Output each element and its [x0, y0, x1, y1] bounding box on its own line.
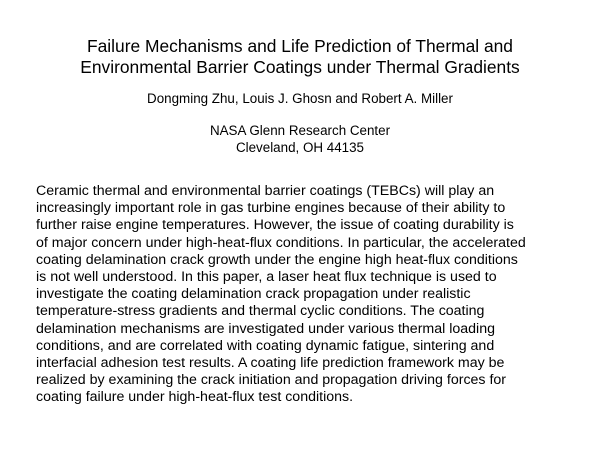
abstract-line: interfacial adhesion test results. A coating life prediction framework may be — [36, 355, 505, 372]
affiliation-address: Cleveland, OH 44135 — [235, 140, 365, 155]
title-line: Environmental Barrier Coatings under Thermal Gradients — [80, 57, 520, 77]
abstract-line: is not well understood. In this paper, a laser heat flux technique is used to — [36, 269, 497, 286]
abstract-line: Ceramic thermal and environmental barrier coatings (TEBCs) will play an — [36, 183, 495, 199]
title-line: Failure Mechanisms and Life Prediction of Thermal and — [87, 36, 513, 56]
abstract-line: of major concern under high-heat-flux conditions. In particular, the accelerated — [36, 234, 526, 251]
abstract-line: further raise engine temperatures. However, the issue of coating durability is — [36, 217, 514, 234]
abstract-line: realized by examining the crack initiation and propagation driving forces for — [36, 372, 507, 389]
abstract-paragraph — [36, 183, 592, 407]
affiliation — [40, 122, 560, 156]
abstract-line: increasingly important role in gas turbine engines because of their ability to — [36, 200, 506, 217]
paper-title — [40, 36, 560, 78]
author-list: Dongming Zhu, Louis J. Ghosn and Robert A. Miller — [147, 91, 453, 106]
abstract-line: delamination mechanisms are investigated under various thermal loading — [36, 320, 495, 337]
abstract-line: conditions, and are correlated with coating dynamic fatigue, sintering and — [36, 337, 495, 354]
affiliation-institution: NASA Glenn Research Center — [209, 123, 391, 138]
abstract-line: coating failure under high-heat-flux test conditions. — [36, 389, 354, 406]
abstract-line: investigate the coating delamination crack propagation under realistic — [36, 286, 471, 303]
abstract-line: temperature-stress gradients and thermal cyclic conditions. The coating — [36, 303, 485, 320]
abstract-line: coating delamination crack growth under the engine high heat-flux conditions — [36, 251, 518, 268]
